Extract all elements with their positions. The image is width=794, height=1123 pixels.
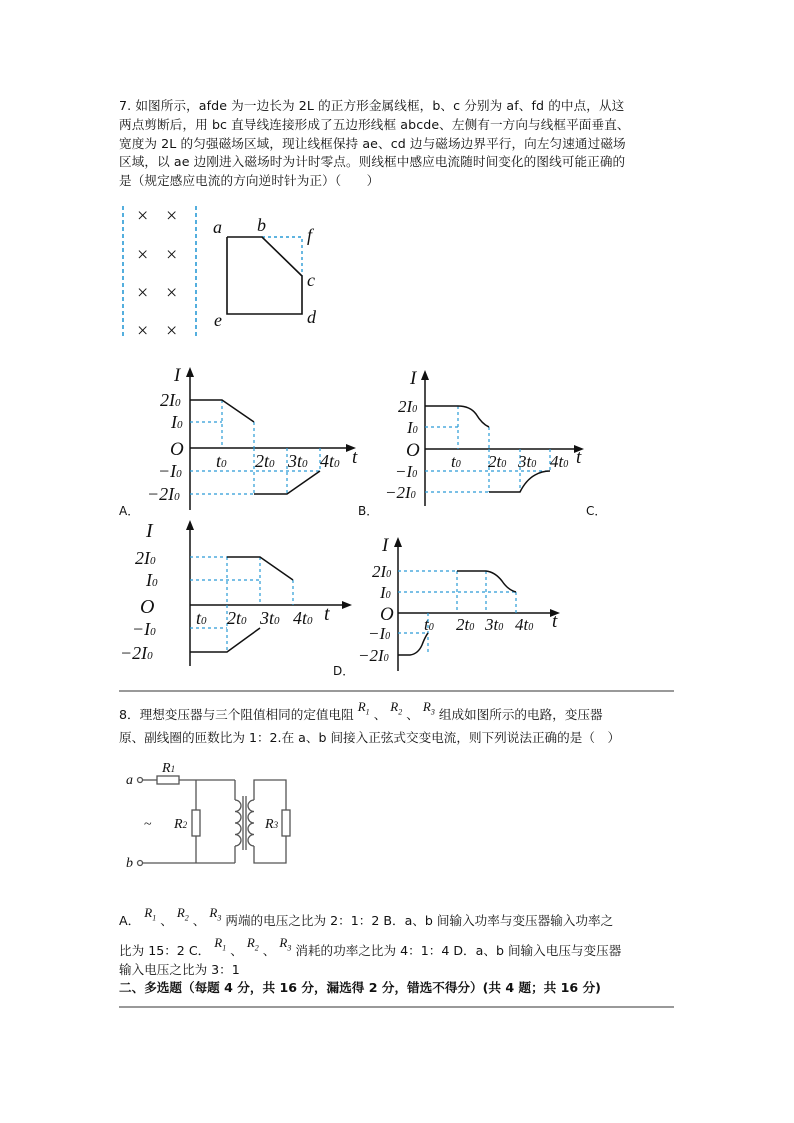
y-label: −2I0	[385, 483, 416, 502]
label-r3: R3	[265, 817, 279, 832]
current-curve	[190, 628, 260, 652]
x-label: 2t0	[227, 608, 247, 628]
graph-option-a	[140, 365, 370, 515]
separator: 、	[406, 707, 419, 722]
label-c: c	[307, 270, 315, 290]
q8-answers-line-1	[119, 905, 614, 931]
terminal-a	[138, 778, 143, 783]
x-label: t0	[196, 608, 207, 628]
r1-symbol: $R_1$	[214, 935, 227, 953]
primary-coil	[235, 800, 241, 846]
label-e: e	[214, 310, 222, 330]
current-curve	[425, 406, 489, 427]
x-label: 3t0	[518, 452, 537, 471]
x-label: 3t0	[485, 615, 504, 634]
y-label: I0	[146, 570, 158, 590]
field-cross: ×	[137, 244, 149, 266]
field-cross: ×	[137, 320, 149, 342]
y-label: I0	[380, 583, 391, 602]
x-label: 3t0	[260, 608, 280, 628]
r3-symbol: $R_3$	[279, 935, 292, 953]
q7-line-5: 是（规定感应电流的方向逆时针为正）（ ）	[119, 173, 380, 189]
q8-line-1	[119, 699, 603, 725]
r1-symbol: $R_1$	[357, 699, 370, 717]
y-label: 2I0	[160, 390, 181, 410]
label-a: a	[126, 773, 133, 788]
r2-symbol: $R_2$	[246, 935, 259, 953]
r3-symbol: $R_3$	[422, 699, 435, 717]
axis-label-t: t	[576, 447, 582, 468]
y-arrow	[394, 537, 402, 547]
y-label: −2I0	[147, 484, 180, 504]
field-cross: ×	[166, 320, 178, 342]
axis-label-I: I	[146, 520, 153, 542]
question-7-text	[119, 97, 679, 191]
divider-bottom	[119, 1006, 674, 1008]
label-d: d	[307, 307, 316, 327]
field-cross: ×	[137, 282, 149, 304]
r2-symbol: $R_2$	[176, 905, 189, 923]
axis-label-I: I	[382, 535, 389, 556]
separator: 、	[230, 943, 243, 958]
separator: 、	[160, 913, 173, 928]
graph-option-c	[112, 518, 352, 673]
axis-label-I: I	[174, 365, 181, 386]
separator: 、	[192, 913, 206, 928]
label-r1: R1	[162, 761, 176, 776]
option-a-label[interactable]: A．	[119, 504, 140, 518]
r1-symbol: $R_1$	[144, 905, 157, 923]
x-label: t0	[451, 452, 461, 471]
field-cross: ×	[166, 282, 178, 304]
q8-answer-text: 两端的电压之比为 2：1：2 B．a、b 间输入功率与变压器输入功率之	[225, 913, 614, 928]
y-label: −2I0	[358, 646, 389, 665]
axis-label-O: O	[406, 440, 420, 461]
y-label: −I0	[368, 624, 391, 643]
y-label: −I0	[158, 461, 182, 481]
resistor-r2	[192, 810, 200, 836]
q7-field-figure	[110, 198, 340, 343]
wire	[254, 780, 286, 810]
y-label: −I0	[395, 462, 418, 481]
y-label: I0	[171, 412, 183, 432]
x-label: 4t0	[293, 608, 313, 628]
q7-line-1: 7. 如图所示，afde 为一边长为 2L 的正方形金属线框，b、c 分别为 af、fd 的中点，从这	[119, 98, 625, 113]
label-b: b	[126, 856, 133, 871]
x-label: 2t0	[488, 452, 507, 471]
resistor-r1	[157, 776, 179, 784]
axis-label-O: O	[170, 439, 184, 460]
q7-line-4: 区域，以 ae 边刚进入磁场时为计时零点。则线框中感应电流随时间变化的图线可能正确的	[119, 154, 626, 170]
axis-label-t: t	[552, 611, 558, 632]
terminal-b	[138, 861, 143, 866]
separator: 、	[262, 943, 276, 958]
option-d-label[interactable]: D．	[333, 664, 355, 678]
current-curve	[457, 571, 516, 592]
field-cross: ×	[137, 205, 149, 227]
resistor-r3	[282, 810, 290, 836]
y-label: 2I0	[135, 548, 156, 568]
r2-symbol: $R_2$	[390, 699, 403, 717]
x-label: 2t0	[456, 615, 475, 634]
axis-label-O: O	[380, 604, 394, 625]
q8-text: 8．理想变压器与三个阻值相同的定值电阻	[119, 707, 354, 722]
option-c-label[interactable]: C．	[586, 504, 607, 518]
divider-top	[119, 690, 674, 692]
option-a-label[interactable]: A．	[119, 913, 141, 928]
graph-option-d	[340, 535, 570, 675]
wire	[254, 836, 286, 863]
y-label: I0	[407, 418, 418, 437]
label-a: a	[213, 217, 222, 237]
separator: 、	[373, 707, 387, 722]
option-b-label[interactable]: B．	[358, 504, 379, 518]
x-label: t0	[216, 451, 227, 471]
y-arrow	[421, 370, 429, 380]
q8-answer-text: 消耗的功率之比为 4：1：4 D．a、b 间输入电压与变压器	[295, 943, 622, 958]
q8-answers-line-3: 输入电压之比为 3：1	[119, 962, 240, 977]
q8-text: 组成如图所示的电路，变压器	[438, 707, 603, 722]
x-label: 4t0	[515, 615, 534, 634]
field-cross: ×	[166, 244, 178, 266]
q8-line-2: 原、副线圈的匝数比为 1：2.在 a、b 间接入正弦式交变电流，则下列说法正确的是（ ）	[119, 730, 621, 745]
pentagon-frame	[227, 237, 302, 314]
q7-line-2: 两点剪断后，用 bc 直导线连接形成了五边形线框 abcde、左侧有一方向与线框平面垂直、	[119, 116, 630, 132]
q8-answers-line-2	[119, 935, 622, 961]
y-label: 2I0	[372, 562, 392, 581]
y-label: 2I0	[398, 397, 418, 416]
x-label: 4t0	[550, 452, 569, 471]
q7-line-3: 宽度为 2L 的匀强磁场区域，现让线框保持 ae、cd 边与磁场边界平行，向左匀速通过磁场	[119, 135, 626, 151]
axis-label-t: t	[352, 447, 358, 468]
secondary-coil	[248, 800, 254, 846]
y-arrow	[186, 520, 194, 530]
axis-label-I: I	[410, 368, 417, 389]
current-curve	[398, 633, 428, 655]
y-label: −2I0	[120, 643, 153, 663]
axis-label-O: O	[140, 596, 155, 618]
label-b: b	[257, 215, 266, 235]
label-f: f	[307, 225, 313, 245]
x-label: t0	[424, 615, 434, 634]
field-cross: ×	[166, 205, 178, 227]
y-label: −I0	[132, 619, 156, 639]
ac-source-symbol: ~	[144, 817, 152, 832]
q8-answer-text: 比为 15：2 C．	[119, 943, 211, 958]
label-r2: R2	[174, 817, 188, 832]
x-label: 4t0	[320, 451, 340, 471]
section-2-heading: 二、多选题（每题 4 分，共 16 分，漏选得 2 分，错选不得分）(共 4 题；共 16 分)	[119, 980, 601, 995]
y-arrow	[186, 367, 194, 377]
r3-symbol: $R_3$	[209, 905, 222, 923]
graph-option-b	[370, 368, 600, 510]
x-label: 3t0	[288, 451, 308, 471]
axis-label-t: t	[324, 603, 330, 625]
q8-circuit	[120, 758, 310, 873]
x-label: 2t0	[255, 451, 275, 471]
